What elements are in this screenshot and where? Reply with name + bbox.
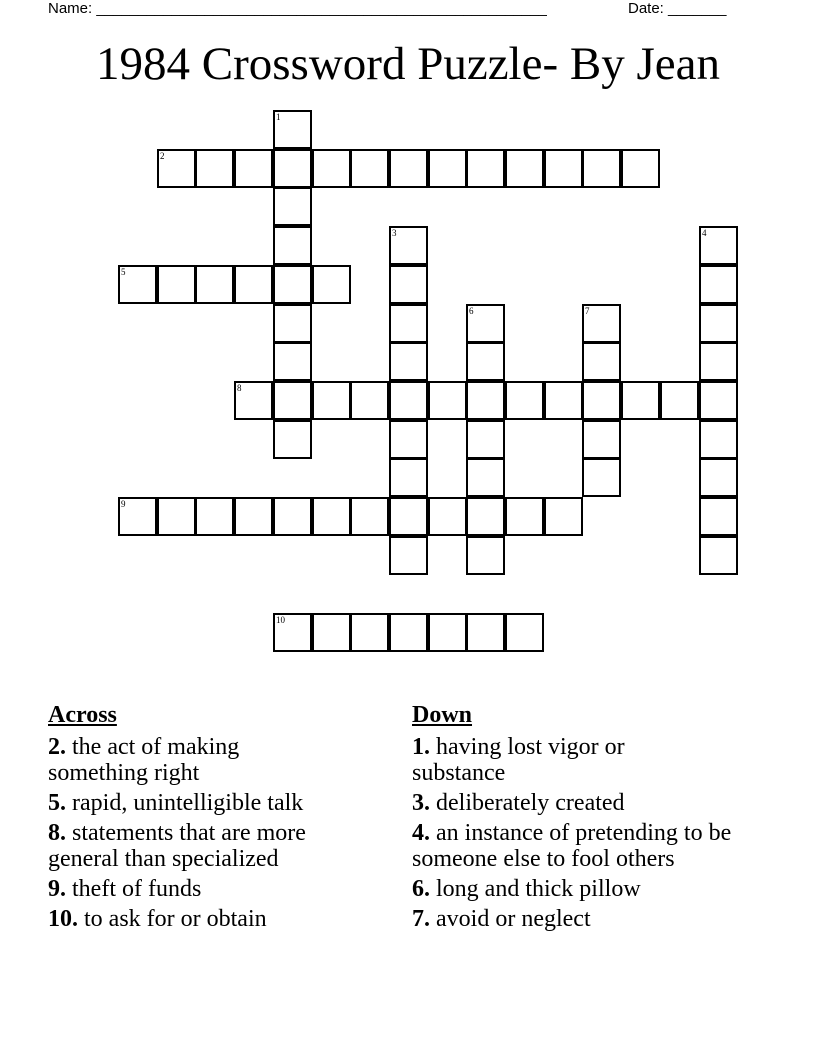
across-clue: 9. theft of funds bbox=[48, 876, 202, 902]
clue-number: 2 bbox=[160, 151, 165, 161]
down-clue: 6. long and thick pillow bbox=[412, 876, 641, 902]
grid-cell[interactable] bbox=[660, 381, 699, 420]
grid-cell[interactable] bbox=[157, 265, 196, 304]
grid-cell[interactable] bbox=[699, 342, 738, 381]
down-clue: 7. avoid or neglect bbox=[412, 906, 591, 932]
puzzle-title: 1984 Crossword Puzzle- By Jean bbox=[96, 38, 720, 90]
grid-cell[interactable] bbox=[699, 497, 738, 536]
clue-number: 8 bbox=[237, 383, 242, 393]
grid-cell[interactable] bbox=[505, 497, 544, 536]
grid-cell[interactable] bbox=[505, 613, 544, 652]
grid-cell[interactable] bbox=[699, 458, 738, 497]
grid-cell[interactable] bbox=[389, 497, 428, 536]
grid-cell[interactable] bbox=[699, 420, 738, 459]
across-clue: 10. to ask for or obtain bbox=[48, 906, 267, 932]
grid-cell[interactable] bbox=[273, 149, 312, 188]
clue-number: 10 bbox=[276, 615, 285, 625]
grid-cell[interactable] bbox=[389, 342, 428, 381]
clue-number: 6 bbox=[469, 306, 474, 316]
grid-cell[interactable] bbox=[582, 381, 621, 420]
grid-cell[interactable] bbox=[234, 381, 273, 420]
grid-cell[interactable] bbox=[195, 265, 234, 304]
grid-cell[interactable] bbox=[505, 149, 544, 188]
grid-cell[interactable] bbox=[466, 497, 505, 536]
grid-cell[interactable] bbox=[699, 226, 738, 265]
grid-cell[interactable] bbox=[389, 536, 428, 575]
grid-cell[interactable] bbox=[466, 458, 505, 497]
grid-cell[interactable] bbox=[234, 149, 273, 188]
grid-cell[interactable] bbox=[273, 304, 312, 343]
grid-cell[interactable] bbox=[466, 342, 505, 381]
down-clues bbox=[412, 702, 792, 936]
grid-cell[interactable] bbox=[157, 497, 196, 536]
grid-cell[interactable] bbox=[234, 497, 273, 536]
date-field-label: Date: _______ bbox=[628, 0, 727, 17]
clue-number: 7 bbox=[585, 306, 590, 316]
grid-cell[interactable] bbox=[350, 381, 389, 420]
grid-cell[interactable] bbox=[273, 110, 312, 149]
grid-cell[interactable] bbox=[389, 458, 428, 497]
grid-cell[interactable] bbox=[544, 149, 583, 188]
grid-cell[interactable] bbox=[466, 304, 505, 343]
grid-cell[interactable] bbox=[273, 381, 312, 420]
grid-cell[interactable] bbox=[428, 497, 467, 536]
clue-number: 9 bbox=[121, 499, 126, 509]
down-clue: 3. deliberately created bbox=[412, 790, 625, 816]
grid-cell[interactable] bbox=[466, 613, 505, 652]
grid-cell[interactable] bbox=[582, 420, 621, 459]
grid-cell[interactable] bbox=[350, 613, 389, 652]
grid-cell[interactable] bbox=[389, 265, 428, 304]
grid-cell[interactable] bbox=[273, 342, 312, 381]
across-clue: 8. statements that are more general than specialized bbox=[48, 820, 306, 872]
grid-cell[interactable] bbox=[466, 420, 505, 459]
grid-cell[interactable] bbox=[273, 420, 312, 459]
grid-cell[interactable] bbox=[544, 381, 583, 420]
grid-cell[interactable] bbox=[118, 265, 157, 304]
grid-cell[interactable] bbox=[621, 381, 660, 420]
grid-cell[interactable] bbox=[312, 497, 351, 536]
down-clue: 4. an instance of pretending to be someone else to fool others bbox=[412, 820, 732, 872]
grid-cell[interactable] bbox=[273, 497, 312, 536]
grid-cell[interactable] bbox=[699, 304, 738, 343]
name-field-label: Name: ______________________________________________________ bbox=[48, 0, 547, 17]
grid-cell[interactable] bbox=[389, 613, 428, 652]
grid-cell[interactable] bbox=[699, 381, 738, 420]
grid-cell[interactable] bbox=[234, 265, 273, 304]
grid-cell[interactable] bbox=[118, 497, 157, 536]
grid-cell[interactable] bbox=[466, 149, 505, 188]
grid-cell[interactable] bbox=[389, 226, 428, 265]
clue-number: 5 bbox=[121, 267, 126, 277]
down-heading: Down bbox=[412, 702, 473, 728]
grid-cell[interactable] bbox=[273, 226, 312, 265]
grid-cell[interactable] bbox=[312, 149, 351, 188]
across-clue: 5. rapid, unintelligible talk bbox=[48, 790, 304, 816]
grid-cell[interactable] bbox=[350, 149, 389, 188]
grid-cell[interactable] bbox=[312, 265, 351, 304]
grid-cell[interactable] bbox=[389, 420, 428, 459]
grid-cell[interactable] bbox=[466, 536, 505, 575]
clue-number: 1 bbox=[276, 112, 281, 122]
grid-cell[interactable] bbox=[428, 381, 467, 420]
grid-cell[interactable] bbox=[428, 613, 467, 652]
grid-cell[interactable] bbox=[389, 381, 428, 420]
grid-cell[interactable] bbox=[312, 613, 351, 652]
grid-cell[interactable] bbox=[699, 265, 738, 304]
grid-cell[interactable] bbox=[621, 149, 660, 188]
grid-cell[interactable] bbox=[195, 149, 234, 188]
across-clue: 2. the act of making something right bbox=[48, 734, 240, 786]
grid-cell[interactable] bbox=[350, 497, 389, 536]
grid-cell[interactable] bbox=[428, 149, 467, 188]
grid-cell[interactable] bbox=[582, 458, 621, 497]
grid-cell[interactable] bbox=[157, 149, 196, 188]
across-clues bbox=[48, 702, 388, 936]
grid-cell[interactable] bbox=[505, 381, 544, 420]
grid-cell[interactable] bbox=[699, 536, 738, 575]
grid-cell[interactable] bbox=[582, 342, 621, 381]
clue-number: 4 bbox=[702, 228, 707, 238]
grid-cell[interactable] bbox=[389, 304, 428, 343]
grid-cell[interactable] bbox=[273, 265, 312, 304]
grid-cell[interactable] bbox=[389, 149, 428, 188]
grid-cell[interactable] bbox=[582, 149, 621, 188]
clue-number: 3 bbox=[392, 228, 397, 238]
across-heading: Across bbox=[48, 702, 117, 728]
grid-cell[interactable] bbox=[273, 613, 312, 652]
down-clue: 1. having lost vigor or substance bbox=[412, 734, 625, 786]
grid-cell[interactable] bbox=[544, 497, 583, 536]
grid-cell[interactable] bbox=[582, 304, 621, 343]
grid-cell[interactable] bbox=[466, 381, 505, 420]
grid-cell[interactable] bbox=[312, 381, 351, 420]
grid-cell[interactable] bbox=[195, 497, 234, 536]
grid-cell[interactable] bbox=[273, 187, 312, 226]
